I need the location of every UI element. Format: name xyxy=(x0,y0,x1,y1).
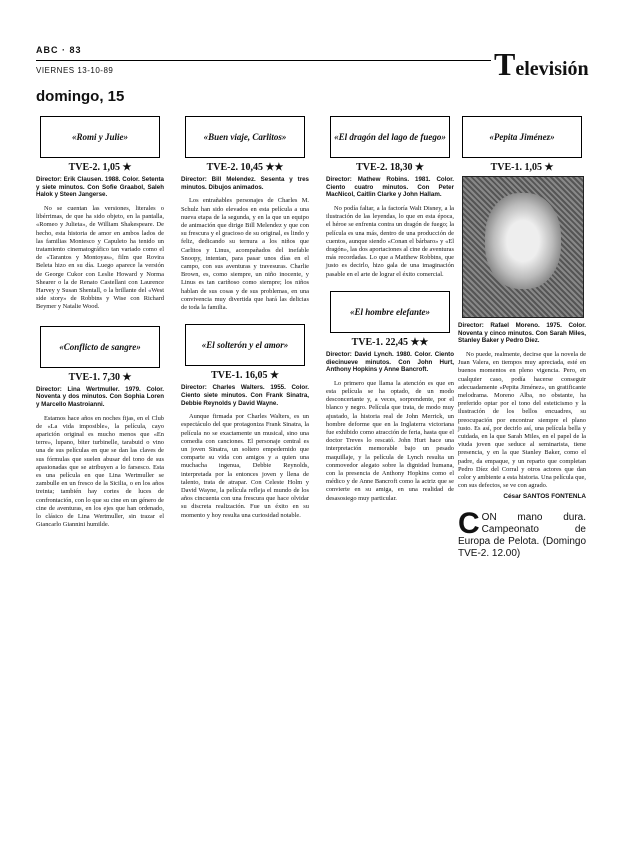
film-review xyxy=(181,413,309,520)
film-review xyxy=(458,351,586,490)
promo-text: ON mano dura. Campeonato de Europa de Pelota. (Domingo TVE-2. 12.00) xyxy=(458,511,586,559)
film-title-box: «El solterón y el amor» xyxy=(185,324,305,366)
film-title-box: «El hombre elefante» xyxy=(330,291,450,333)
director-photo xyxy=(462,176,584,318)
broadcast-slot: TVE-1. 1,05 ★ xyxy=(490,162,554,173)
header-rule xyxy=(36,60,491,61)
broadcast-slot: TVE-2. 1,05 ★ xyxy=(68,162,132,173)
film-credits: Director: David Lynch. 1980. Color. Ciento diecinueve minutos. Con John Hurt, Anthony Hopkins y Anne Bancroft. xyxy=(326,351,454,374)
film-review xyxy=(326,205,454,279)
film-review xyxy=(326,380,454,503)
review-text: Estamos hace años en noches fijas, en el Club de «La vida imposible», la película, cayo aparición original es mucho menos que «En terre», lupano, biter turbinelle, tarabuid o vino una de sus películas en que se dan las claves de sus fórmulas que suelen abusar del tono de sus apasionadas que se atribuyen a lo farsesco. Esta es una película en que Lina Wertmuller se zambulle en un fresco de la Sicilia, o en los años treinta; también hay cortes de luces de confrontación, con lo que su cine en un género de cine de aventuras, en los ejes que han ordenado, lo clásico de Lina Wertmuller, sin trazar el Giancarlo Giannini humilde. xyxy=(36,414,164,529)
film-credits: Director: Rafael Moreno. 1975. Color. Noventa y cinco minutos. Con Sarah Miles, Stanley Baker y Pedro Díez. xyxy=(458,322,586,345)
broadcast-slot: TVE-1. 22,45 ★★ xyxy=(351,336,429,348)
film-title-box: «Buen viaje, Carlitos» xyxy=(185,116,305,158)
film-title-box: «Conflicto de sangre» xyxy=(40,326,160,368)
film-title-box: «Pepita Jiménez» xyxy=(462,116,582,158)
issue-date: VIERNES 13-10-89 xyxy=(36,66,114,75)
review-text: No puede, realmente, decirse que la novela de Juan Valera, en tiempos muy apreciada, esté en buenos momentos en pleno vigencia. Pero, en cualquier caso, podía hacerse conseguir adecuadamente «Pepita Jiménez», un gratificante melodrama. Moreno Alba, no obstante, ha preferido optar por el tono del esteticismo y la ilustración de los bellos encuadres, su preocupación por encontrar siempre el plano justo. Es así, por decirlo así, una película bella y cuidada, en la que Sarah Miles, en el papel de la viuda joven que seduce al seminarista, tiene presencia, y en la que Stanley Baker, como el padre, da empaque, y un reparto que completan Pedro Díez del Corral y otros actores que dan color y ambiente a esta historia. Una película que, con sus defectos, se ve con agrado. xyxy=(458,350,586,490)
review-text: Lo primero que llama la atención es que en esta película se ha optado, de un modo desconcertante y, a veces, sorprendente, por el blanco y negro. Película que trata, de modo muy ajustado, la historia real de John Merrick, un hombre deforme que en la Inglaterra victoriana fue exhibido como atracción de feria, hasta que el doctor Treves lo rescató. John Hurt hace una interpretación memorable bajo un pesado maquillaje, y la película de Lynch resulta un conmovedor alegato sobre la dignidad humana, con la presencia de Anthony Hopkins como el médico y de Anne Bancroft como la actriz que se convierte en su amiga, en una realidad de desasosiego muy particular. xyxy=(326,379,454,502)
column-3 xyxy=(326,116,454,503)
film-credits: Director: Charles Walters. 1955. Color. Ciento siete minutos. Con Frank Sinatra, Debbie Reynolds y David Wayne. xyxy=(181,384,309,407)
publication-label: ABC · 83 xyxy=(36,45,82,55)
review-text: Aunque firmada por Charles Walters, es un espectáculo del que protagoniza Frank Sinatra, la película no se exactamente un musical, sino una comedia con canciones. El personaje central es un joven Sinatra, un soltero empedernido que comparte su vida con amigos y a quien una muchacha ingenua, Debbie Reynolds, interpretada por la entonces joven y llena de talento, trata de atrapar. Con Celeste Holm y David Wayne, la película refleja el mundo de los años cincuenta con una frescura que hace olvidar su discreta realización. Fue un éxito en su momento y hoy resulta una curiosidad notable. xyxy=(181,413,309,519)
broadcast-slot: TVE-1. 16,05 ★ xyxy=(211,370,279,382)
column-4 xyxy=(458,116,586,560)
film-credits: Director: Erik Clausen. 1988. Color. Setenta y siete minutos. Con Sofie Graabol, Saleh Halok y Steen Jangerse. xyxy=(36,176,164,199)
author-signature: César SANTOS FONTENLA xyxy=(503,493,586,501)
broadcast-slot: TVE-2. 18,30 ★ xyxy=(356,162,424,173)
review-text: Los entrañables personajes de Charles M. Schulz han sido elevados en esta película a una nueva etapa de la segunda, y en la que un equipo de animación que dirige Bill Melendez y que con su frescura y el gracioso de su original, es lindo y feliz, dedicando su ternura a los niños que Carlitos y Linus, acompañados del inefable Snoopy, intentan, para pasar unos días en el campo, con sus aventuras y travesuras. Charlie Brown, es, como siempre, un niño inocente, y Linus es tan cariñoso como siempre; los niños hablan de sus cosas y de sus problemas, en una convivencia muy divertida que hará las delicias de toda la familia. xyxy=(181,197,309,312)
review-text: No podía faltar, a la factoría Walt Disney, a la ilustración de las leyendas, lo que en esta época, el héroe se enfrenta contra un dragón de fuego; la película es una más, dentro de una producción de cuentos, aunque siendo «Conan el bárbaro» y «El dragón», las dos aportaciones al cine de aventuras más recordadas. Lo que a Matthew Robbins, que justo es decirlo, hizo gala de una imaginación pasable en el arte de lograr el éxito comercial. xyxy=(326,204,454,278)
broadcast-slot: TVE-2. 10,45 ★★ xyxy=(206,162,284,173)
film-credits: Director: Bill Melendez. Sesenta y tres minutos. Dibujos animados. xyxy=(181,176,309,191)
promo-dropcap: C xyxy=(458,506,480,540)
column-2 xyxy=(181,116,309,520)
film-title-box: «El dragón del lago de fuego» xyxy=(330,116,450,158)
film-title-box: «Romi y Julie» xyxy=(40,116,160,158)
film-review xyxy=(36,205,164,312)
broadcast-slot: TVE-1. 7,30 ★ xyxy=(68,371,132,383)
section-title xyxy=(494,46,589,83)
film-credits: Director: Lina Wertmuller. 1979. Color. Noventa y dos minutos. Con Sophia Loren y Marcello Mastroianni. xyxy=(36,385,164,409)
day-heading: domingo, 15 xyxy=(36,88,125,105)
section-title-cap: T xyxy=(494,46,516,82)
review-text: No se cuentan las versiones, literales o libérrimas, de que ha sido objeto, en la pantalla, «Romeo y Julieta», de William Shakespeare. De hecho, esta historia de amor en ambos lados de las familias Montesco y Capuleto ha tenido un tratamiento cinematográfico tan variado como el de «Tarantos y Montoyas», film que Rovira Beleta hizo en su día. Luego aparece la versión de George Cukor con Leslie Howard y Norma Shearer o la de Renato Castellani con Laurence Harvey y Susan Shentall, o la brillante del «West side story» de Robbins y Wise con Richard Beymer y Natalie Wood. xyxy=(36,204,164,311)
sports-promo xyxy=(458,506,586,560)
section-title-rest: elevisión xyxy=(515,58,589,80)
column-1 xyxy=(36,116,164,529)
film-review xyxy=(181,197,309,312)
film-review xyxy=(36,415,164,530)
film-credits: Director: Mathew Robins. 1981. Color. Ciento cuatro minutos. Con Peter MacNicol, Caitlin Clarke y John Hallam. xyxy=(326,176,454,199)
